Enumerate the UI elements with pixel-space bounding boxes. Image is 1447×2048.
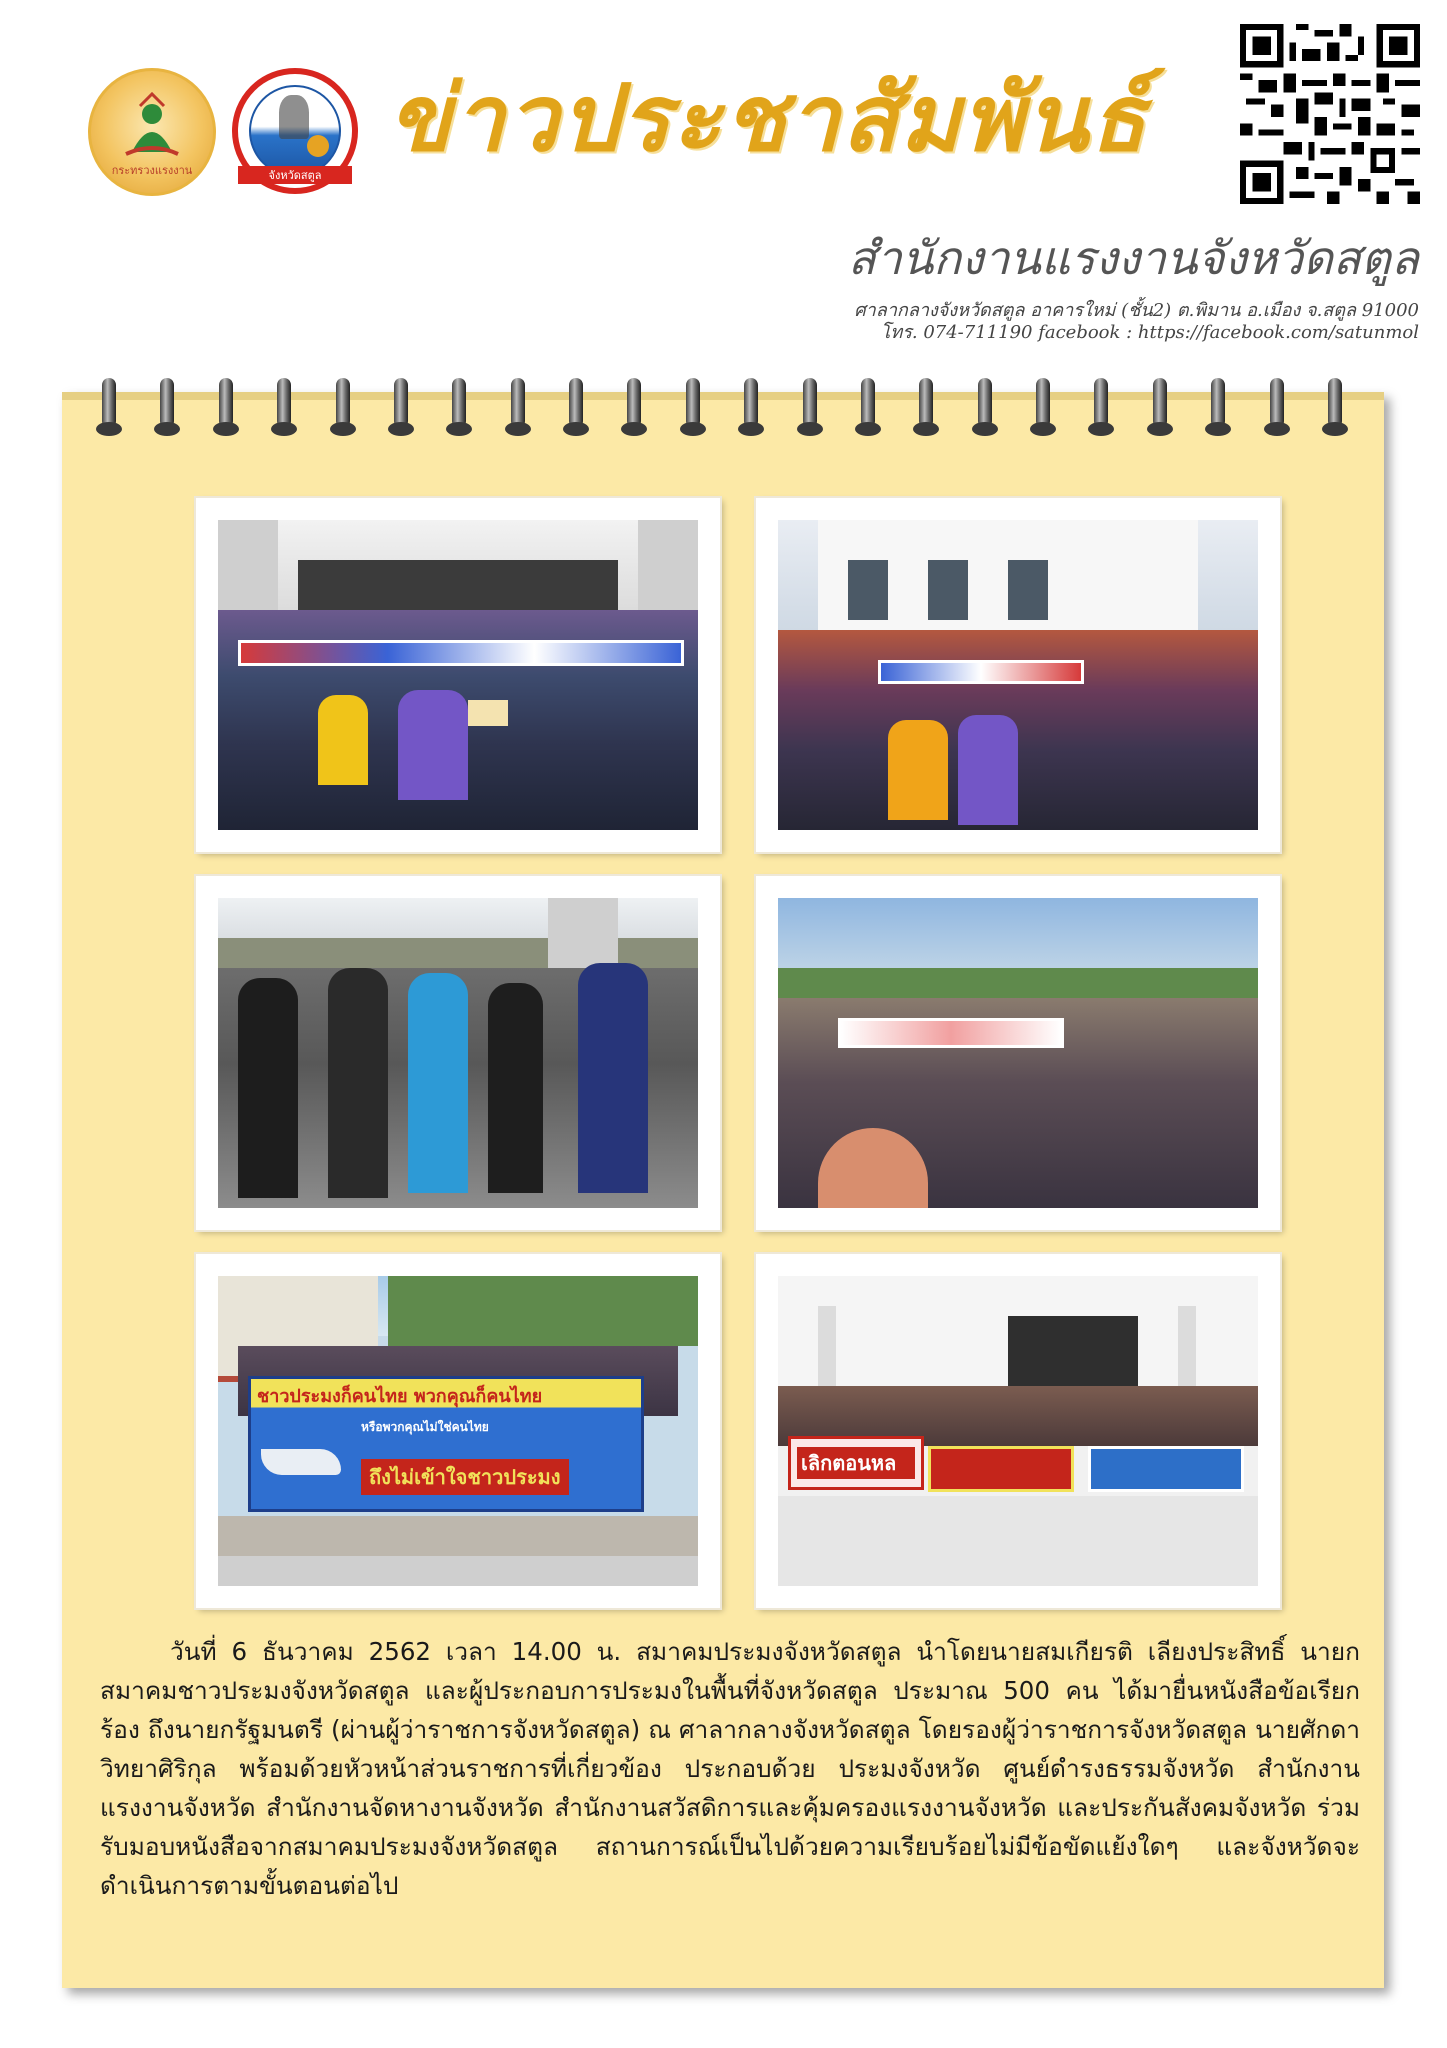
banner-line-1: ชาวประมงก็คนไทย พวกคุณก็คนไทย (257, 1386, 543, 1407)
binder-ring-icon (102, 378, 116, 428)
binder-ring-icon (1094, 378, 1108, 428)
logo2-caption: จังหวัดสตูล (238, 166, 352, 184)
binder-ring-icon (744, 378, 758, 428)
article-body: วันที่ 6 ธันวาคม 2562 เวลา 14.00 น. สมาคมประมงจังหวัดสตูล นำโดยนายสมเกียรติ เลียงประสิทธิ์ นายกสมาคมชาวประมงจังหวัดสตูล และผู้ประกอบการประมงในพื้นที่จังหวัดสตูล ประมาณ 500 คน ได้มายื่นหนังสือข้อเรียกร้อง ถึงนายกรัฐมนตรี (ผ่านผู้ว่าราชการจังหวัดสตูล) ณ ศาลากลางจังหวัดสตูล โดยรองผู้ว่าราชการจังหวัดสตูล นายศักดา วิทยาศิริกุล พร้อมด้วยหัวหน้าส่วนราชการที่เกี่ยวข้อง ประกอบด้วย ประมงจังหวัด ศูนย์ดำรงธรรมจังหวัด สำนักงานแรงงานจังหวัด สำนักงานจัดหางานจังหวัด สำนักงานสวัสดิการและคุ้มครองแรงงานจังหวัด และประกันสังคมจังหวัด ร่วมรับมอบหนังสือจากสมาคมประมงจังหวัดสตูล สถานการณ์เป็นไปด้วยความเรียบร้อยไม่มีข้อขัดแย้งใดๆ และจังหวัดจะดำเนินการตามขั้นตอนต่อไป (100, 1637, 1360, 1900)
binder-ring-icon (160, 378, 174, 428)
photo-6-banners-front-building (756, 1254, 1280, 1608)
banner-text: เลิกตอนหล (797, 1447, 915, 1479)
binder-ring-icon (919, 378, 933, 428)
binder-ring-icon (1153, 378, 1167, 428)
address-line-1: ศาลากลางจังหวัดสตูล อาคารใหม่ (ชั้น2) ต.พิมาน อ.เมือง จ.สตูล 91000 (854, 300, 1419, 321)
binder-ring-icon (1036, 378, 1050, 428)
binder-ring-icon (277, 378, 291, 428)
binder-ring-icon (1328, 378, 1342, 428)
office-address (854, 300, 1419, 344)
binder-ring-icon (1270, 378, 1284, 428)
binder-rings (102, 378, 1342, 438)
news-article (100, 1632, 1360, 1905)
banner-line-2: หรือพวกคุณไม่ใช่คนไทย (361, 1420, 489, 1434)
banner-line-3: ถึงไม่เข้าใจชาวประมง (361, 1459, 569, 1495)
page-title: ข่าวประชาสัมพันธ์ (388, 64, 1149, 172)
photo-5-fishermen-banner (196, 1254, 720, 1608)
office-name: สำนักงานแรงงานจังหวัดสตูล (847, 231, 1419, 285)
binder-ring-icon (627, 378, 641, 428)
binder-ring-icon (394, 378, 408, 428)
binder-ring-icon (569, 378, 583, 428)
photo-4-crowd-outdoor (756, 876, 1280, 1230)
photo-3-officials-group (196, 876, 720, 1230)
deity-emblem-icon (112, 92, 192, 172)
binder-ring-icon (861, 378, 875, 428)
binder-ring-icon (1211, 378, 1225, 428)
binder-ring-icon (511, 378, 525, 428)
binder-ring-icon (336, 378, 350, 428)
ministry-of-labour-logo (88, 68, 216, 196)
address-line-2: โทร. 074-711190 facebook : https://facebook.com/satunmol (880, 322, 1419, 343)
protest-banner (788, 1436, 924, 1490)
satun-province-logo (232, 68, 358, 194)
binder-ring-icon (219, 378, 233, 428)
binder-ring-icon (452, 378, 466, 428)
photo-2-handover-side (756, 498, 1280, 852)
binder-ring-icon (686, 378, 700, 428)
photo-1-handover-front (196, 498, 720, 852)
header (0, 0, 1447, 360)
logo1-caption: กระทรวงแรงงาน (111, 164, 193, 177)
binder-ring-icon (803, 378, 817, 428)
qr-code-icon (1240, 24, 1420, 204)
protest-banner (248, 1376, 644, 1512)
binder-ring-icon (978, 378, 992, 428)
